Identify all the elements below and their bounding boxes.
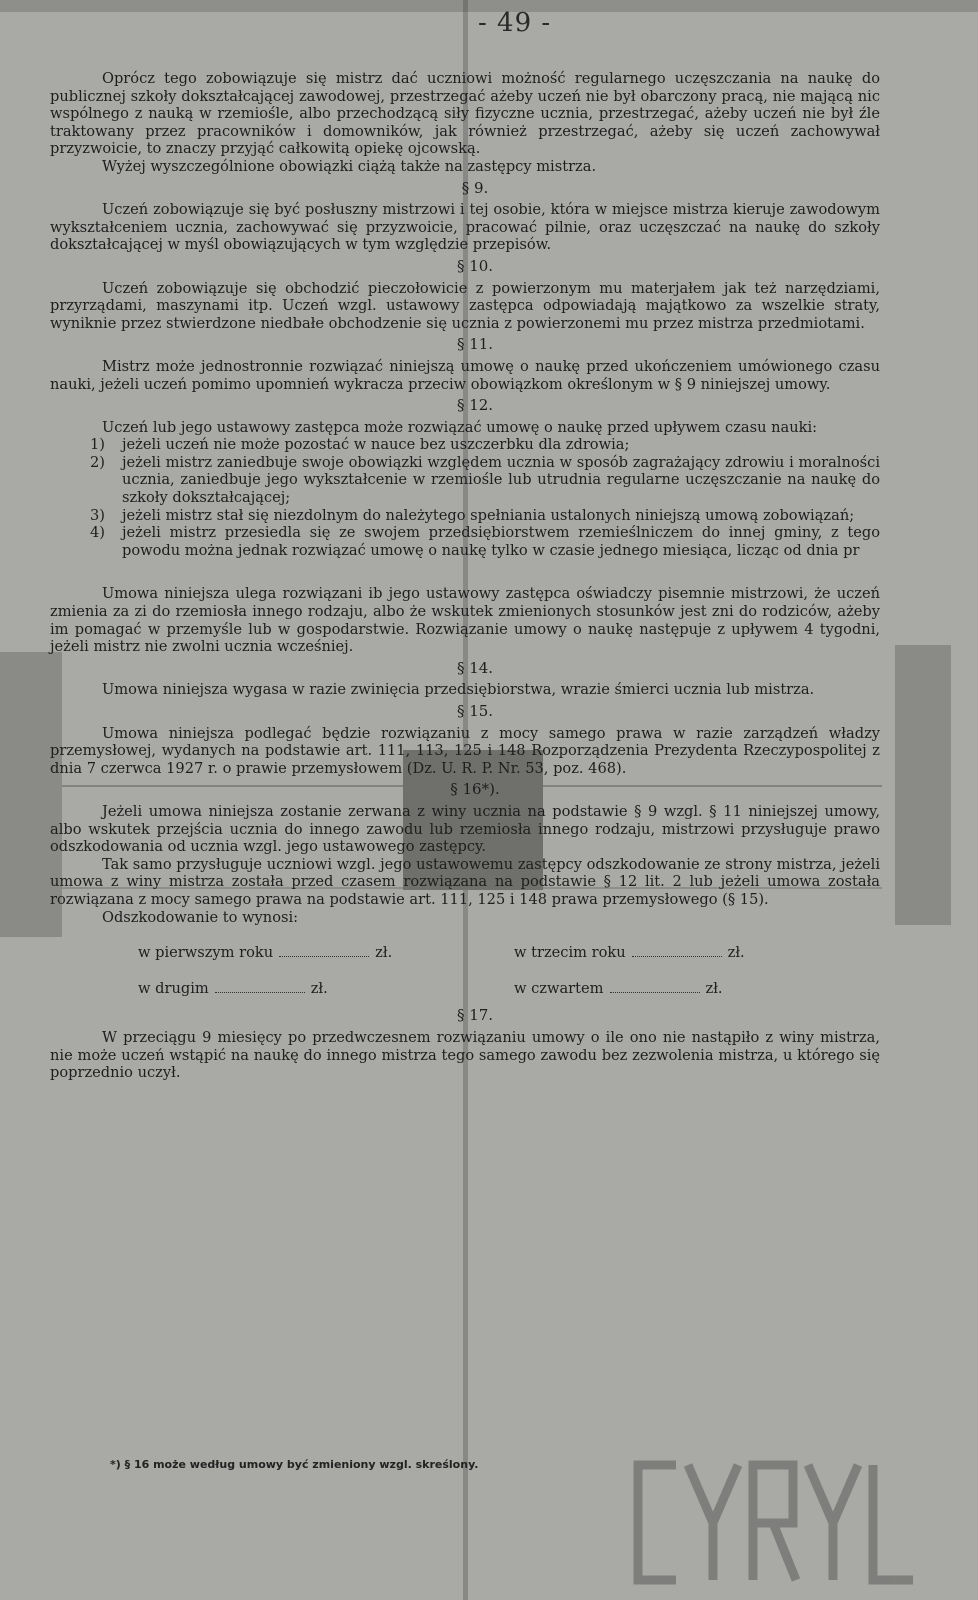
section-16-text-1: Jeżeli umowa niniejsza zostanie zerwana z winy ucznia na podstawie § 9 wzgl. § 11 niniejszej umowy, albo wskutek przejścia ucznia do innego zawodu lub rzemiosła innego rodzaju, mistrzowi przysługuje prawo odszkodowania od ucznia wzgl. jego ustawowego zastępcy. <box>50 802 880 856</box>
list-item: 3) jeżeli mistrz stał się niezdolnym do należytego spełniania ustalonych niniejszą umową zobowiązań; <box>90 506 855 524</box>
compensation-row: w czwartem zł. <box>514 979 723 997</box>
section-14-text: Umowa niniejsza wygasa w razie zwinięcia przedsiębiorstwa, wrazie śmierci ucznia lub mistrza. <box>102 681 815 699</box>
tape-patch-right <box>895 645 951 925</box>
section-17-text: W przeciągu 9 miesięcy po przedwczesnem rozwiązaniu umowy o ile ono nie nastąpiło z winy mistrza, nie może uczeń wstąpić na naukę do innego mistrza tego samego zawodu bez zezwolenia mistrza, u którego się poprzednio uczył. <box>50 1028 880 1082</box>
document-body <box>50 70 880 1082</box>
section-9-text: Uczeń zobowiązuje się być posłuszny mistrzowi i tej osobie, która w miejsce mistrza kieruje zawodowym wykształceniem ucznia, zachowywać się przyzwoicie, pracować pilnie, oraz uczęszczać na naukę do szkoły dokształcającej w myśl obowiązujących w tym względzie przepisów. <box>50 201 880 254</box>
paragraph: Oprócz tego zobowiązuje się mistrz dać uczniowi możność regularnego uczęszczania na naukę do publicznej szkoły dokształcającej zawodowej, przestrzegać ażeby uczeń nie był obarczony pracą, nie mającą nic wspólnego z nauką w rzemiośle, albo przechodzącą siły fizyczne ucznia, przestrzegać, ażeby uczeń nie był źle traktowany przez pracowników i domowników, jak również przestrzegać, ażeby się uczeń zachowywał przyzwoicie, to znaczy przyjąć całkowitą opiekę ojcowską. <box>50 70 880 158</box>
list-item: 2) jeżeli mistrz zaniedbuje swoje obowiązki względem ucznia w sposób zagrażający zdrowiu i moralności ucznia, zaniedbuje jego wykształcenie w rzemiośle lub utrudnia regularne uczęszczanie na naukę do szkoły dokształcającej; <box>90 453 880 507</box>
blank-line[interactable] <box>215 980 305 993</box>
blank-line[interactable] <box>279 944 369 957</box>
section-heading-12: § 12. <box>456 396 494 415</box>
compensation-table <box>138 944 880 997</box>
section-heading-16: § 16*). <box>450 780 500 799</box>
page-number: - 49 - <box>478 8 552 38</box>
footnote: *) § 16 może według umowy być zmieniony wzgl. skreślony. <box>110 1458 479 1471</box>
compensation-row: w trzecim roku zł. <box>514 944 745 962</box>
section-11-text: Mistrz może jednostronnie rozwiązać niniejszą umowę o naukę przed ukończeniem umówionego czasu nauki, jeżeli uczeń pomimo upomnień wykracza przeciw obowiązkom określonym w § 9 niniejszej umowy. <box>50 357 880 393</box>
section-16-text-3: Odszkodowanie to wynosi: <box>102 908 299 926</box>
blank-line[interactable] <box>632 944 722 957</box>
section-heading-14: § 14. <box>456 658 494 677</box>
section-heading-15: § 15. <box>456 702 494 720</box>
list-item: 1) jeżeli uczeń nie może pozostać w nauce bez uszczerbku dla zdrowia; <box>90 436 630 454</box>
section-10-text: Uczeń zobowiązuje się obchodzić pieczołowicie z powierzonym mu materjałem jak też narzędziami, przyrządami, maszynami itp. Uczeń wzgl. ustawowy zastępca odpowiadają majątkowo za wszelkie straty, wyniknie przez stwierdzone niedbałe obchodzenie się ucznia z powierzonemi mu przez mistrza przedmiotami. <box>50 279 880 332</box>
section-heading-17: § 17. <box>456 1006 494 1025</box>
section-13-text: Umowa niniejsza ulega rozwiązani ib jego ustawowy zastępca oświadczy pisemnie mistrzowi, że uczeń zmienia za zi do rzemiosła innego rodzaju, albo że wskutek zmienionych stosunków jest zni do rodziców, ażeby im pomagać w przemyśle lub w gospodarstwie. Rozwiązanie umowy o naukę następuje z upływem 4 tygodni, jeżeli mistrz nie zwolni ucznia wcześniej. <box>50 585 880 656</box>
paragraph: Wyżej wyszczególnione obowiązki ciążą także na zastępcy mistrza. <box>102 157 597 175</box>
list-item: 4) jeżeli mistrz przesiedla się ze swojem przedsiębiorstwem rzemieślniczem do innej gminy, z tego powodu można jednak rozwiązać umowę o naukę tylko w czasie jednego miesiąca, licząc od dnia pr <box>90 524 880 559</box>
section-12-intro: Uczeń lub jego ustawowy zastępca może rozwiązać umowę o naukę przed upływem czasu nauki: <box>102 418 818 436</box>
blank-line[interactable] <box>610 980 700 993</box>
section-heading-9: § 9. <box>461 178 489 197</box>
section-heading-10: § 10. <box>456 256 494 275</box>
section-15-text: Umowa niniejsza podlegać będzie rozwiązaniu z mocy samego prawa w razie zarządzeń władzy przemysłowej, wydanych na podstawie art. 111, 113, 125 i 148 Rozporządzenia Prezydenta Rzeczypospolitej z dnia 7 czerwca 1927 r. o prawie przemysłowem (Dz. U. R. P. Nr. 53, poz. 468). <box>50 724 880 777</box>
cyryl-watermark-logo <box>628 1445 920 1595</box>
compensation-row: w pierwszym roku zł. <box>138 944 393 962</box>
section-12-list <box>50 436 880 559</box>
section-heading-11: § 11. <box>456 335 494 354</box>
section-16-text-2: Tak samo przysługuje uczniowi wzgl. jego ustawowemu zastępcy odszkodowanie ze strony mistrza, jeżeli umowa z winy mistrza została przed czasem rozwiązana na podstawie § 12 lit. 2 lub jeżeli umowa została rozwiązana z mocy samego prawa na podstawie art. 111, 125 i 148 prawa przemysłowego (§ 15). <box>50 855 880 908</box>
compensation-row: w drugim zł. <box>138 979 328 997</box>
